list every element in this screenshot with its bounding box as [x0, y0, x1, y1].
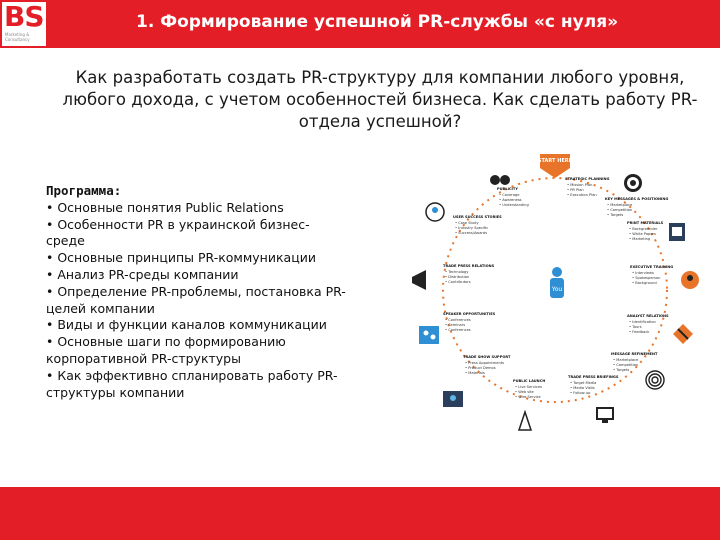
pr-cycle-diagram	[405, 150, 705, 435]
node-title: SPEAKER OPPORTUNITIES	[443, 312, 496, 316]
node-line: • Backgrounder	[629, 227, 658, 231]
binoculars-icon	[490, 175, 500, 185]
node-line: • Conferences	[445, 328, 471, 332]
node-line: • Seminars	[445, 323, 466, 327]
diagram-node	[497, 187, 529, 207]
node-line: • Case Study	[455, 221, 479, 225]
node-line: • Industry Specific	[455, 226, 489, 230]
node-line: • Targets	[607, 213, 624, 217]
document-icon	[672, 227, 682, 236]
program-item: • Основные шаги по формированию корпоративной PR-структуры	[46, 334, 286, 366]
node-title: TRADE PRESS RELATIONS	[443, 264, 495, 268]
diagram-node	[443, 355, 511, 407]
header-bar	[0, 0, 720, 48]
node-line: • Press Appointments	[465, 361, 505, 365]
node-title: KEY MESSAGES & POSITIONING	[605, 197, 669, 201]
node-line: • Competition	[607, 208, 633, 212]
success-story-icon	[432, 207, 438, 213]
node-line: • Materials	[465, 371, 485, 375]
monitor-icon	[602, 420, 608, 423]
screen-icon	[450, 395, 456, 401]
node-line: • Coverage	[499, 193, 520, 197]
node-title: STRATEGIC PLANNING	[565, 177, 610, 181]
center-label: You	[551, 286, 563, 293]
node-title: TRADE PRESS BRIEFINGS	[568, 375, 619, 379]
node-title: PRINT MATERIALS	[627, 221, 664, 225]
diagram-node	[568, 375, 619, 423]
tower-icon	[519, 412, 531, 430]
node-line: • Execution Plan	[567, 193, 597, 197]
binoculars-icon	[500, 175, 510, 185]
start-label: START HERE	[537, 158, 573, 164]
node-line: • Marketplace	[607, 203, 633, 207]
node-line: • Product Demos	[465, 366, 496, 370]
node-line: • Wire Service	[515, 395, 541, 399]
node-line: • Success/Awards	[455, 231, 487, 235]
node-line: • Web site	[515, 390, 534, 394]
program-item: • Основные принципы PR-коммуникации	[46, 250, 316, 266]
diagram-node	[611, 352, 664, 389]
center-person-icon	[550, 267, 564, 298]
node-line: • Competition	[613, 363, 639, 367]
node-line: • Technology	[445, 270, 469, 274]
node-line: • Background	[632, 281, 657, 285]
node-line: • Contributors	[445, 280, 471, 284]
program-heading: Программа:	[46, 183, 122, 198]
node-line: • Distribution	[445, 275, 470, 279]
people-icon	[431, 335, 436, 340]
program-list	[46, 183, 346, 401]
spiral-icon	[649, 374, 661, 386]
node-line: • Awareness	[499, 198, 522, 202]
node-title: MESSAGE REFINEMENT	[611, 352, 658, 356]
node-line: • Follow-up	[570, 391, 591, 395]
node-line: • Targets	[613, 368, 630, 372]
executive-icon	[687, 275, 693, 281]
node-line: • Tours	[629, 325, 642, 329]
diagram-node	[630, 265, 699, 289]
node-line: • Conferences	[445, 318, 471, 322]
node-line: • Live Services	[515, 385, 542, 389]
node-line: • Marketing	[629, 237, 651, 241]
start-badge	[538, 154, 573, 178]
logo-subtitle: Marketing & Consultancy	[5, 32, 30, 42]
diagram-node	[605, 174, 668, 217]
lead-question: Как разработать создать PR-структуру для компании любого уровня, любого дохода, с учетом особенностей бизнеса. Как сделать работу PR-отдела успешной?	[62, 68, 698, 131]
node-title: EXECUTIVE TRAINING	[630, 265, 674, 269]
node-title: TRADE SHOW SUPPORT	[463, 355, 511, 359]
people-icon	[419, 326, 439, 344]
diagram-node	[419, 312, 496, 344]
node-line: • Media Visits	[570, 386, 595, 390]
pr-cycle-svg	[405, 150, 705, 435]
footer-bar	[0, 487, 720, 540]
node-title: ANALYST RELATIONS	[627, 314, 669, 318]
node-line: • Marketplace	[613, 358, 639, 362]
program-item: • Основные понятия Public Relations	[46, 199, 284, 215]
program-item: • Как эффективно спланировать работу PR-структуры компании	[46, 367, 338, 400]
person-head	[552, 267, 562, 277]
node-line: • White Papers	[629, 232, 656, 236]
diagram-node	[426, 203, 502, 235]
node-line: • Mission Plan	[567, 183, 593, 187]
diagram-node	[513, 379, 545, 430]
program-item: • Анализ PR-среды компании	[46, 266, 239, 282]
target-icon	[630, 180, 636, 186]
spiral-icon	[652, 377, 658, 383]
node-line: • Understanding	[499, 203, 529, 207]
node-title: PUBLIC LAUNCH	[513, 379, 546, 383]
node-line: • Identification	[629, 320, 656, 324]
megaphone-icon	[412, 270, 426, 290]
program-item: • Определение PR-проблемы, постановка PR-целей компании	[46, 283, 346, 316]
node-title: PUBLICITY	[497, 187, 518, 191]
diagram-node	[627, 221, 685, 241]
node-title: USER SUCCESS STORIES	[453, 215, 502, 219]
diagram-node	[412, 264, 495, 290]
diagram-nodes	[412, 174, 699, 430]
program-item: • Виды и функции каналов коммуникации	[46, 317, 327, 333]
program-item: • Особенности PR в украинской бизнес-среде	[46, 216, 310, 249]
node-line: • Feedback	[629, 330, 650, 334]
node-line: • Spokesperson	[632, 276, 661, 280]
slide-title: 1. Формирование успешной PR-службы «с нуля»	[136, 12, 619, 32]
people-icon	[424, 331, 429, 336]
company-logo	[2, 2, 46, 46]
diagram-node	[627, 314, 693, 344]
node-line: • Target Media	[570, 381, 597, 385]
node-line: • Interviews	[632, 271, 654, 275]
logo-letters: BS	[4, 0, 44, 33]
node-line: • PR Plan	[567, 188, 584, 192]
monitor-icon	[598, 409, 612, 418]
